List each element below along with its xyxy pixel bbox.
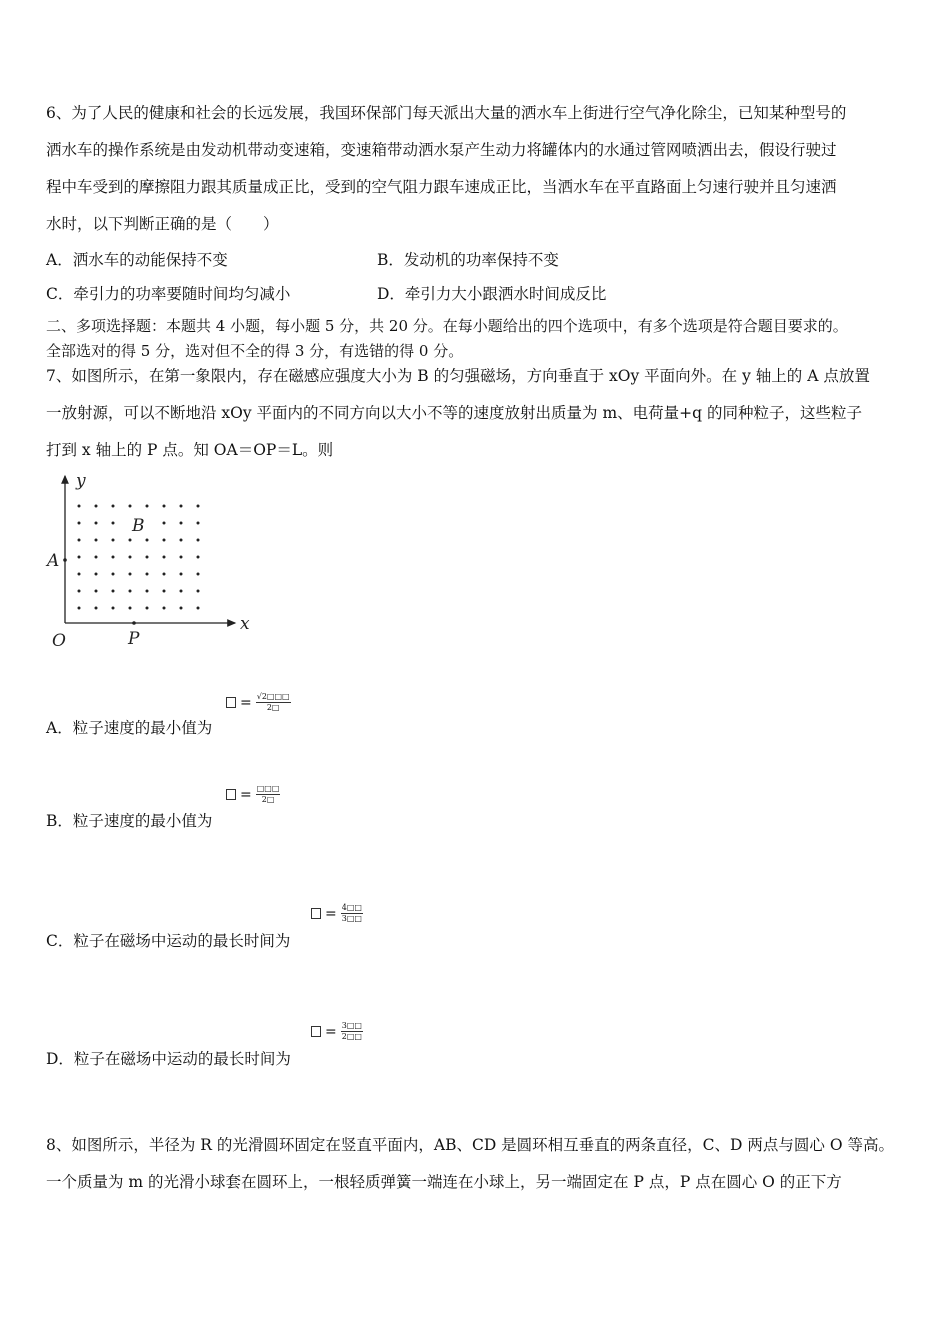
q6-option-d: D．牵引力大小跟洒水时间成反比	[377, 285, 607, 303]
equals-sign: =	[325, 1023, 337, 1040]
field-dot	[112, 505, 115, 508]
fraction-denominator: 2□	[261, 795, 275, 804]
field-dot	[146, 590, 149, 593]
symbol-box	[311, 908, 321, 919]
field-dot	[112, 573, 115, 576]
field-dot	[146, 505, 149, 508]
q7-option-b-formula	[226, 784, 280, 805]
fraction	[341, 903, 363, 924]
field-dot	[129, 556, 132, 559]
field-dot	[197, 573, 200, 576]
q6-line-4: 水时，以下判断正确的是（ ）	[46, 215, 279, 233]
symbol-box	[311, 1026, 321, 1037]
q6-line-1: 6、为了人民的健康和社会的长远发展，我国环保部门每天派出大量的洒水车上街进行空气净化除尘，已知某种型号的	[46, 104, 847, 122]
field-dot	[197, 607, 200, 610]
field-dot	[163, 573, 166, 576]
field-dot	[129, 505, 132, 508]
field-dot	[78, 556, 81, 559]
field-dot	[112, 522, 115, 525]
fraction-denominator: 2□□	[341, 1032, 362, 1041]
point-b-label: B	[132, 516, 145, 536]
q6-option-b: B．发动机的功率保持不变	[377, 251, 559, 269]
field-dot	[180, 607, 183, 610]
field-dot	[146, 573, 149, 576]
field-dot	[163, 556, 166, 559]
q7-line-1: 7、如图所示，在第一象限内，存在磁感应强度大小为 B 的匀强磁场，方向垂直于 xOy 平面向外。在 y 轴上的 A 点放置	[46, 367, 870, 385]
equals-sign: =	[240, 786, 252, 803]
field-dot	[197, 556, 200, 559]
field-dot	[78, 505, 81, 508]
field-dot	[78, 607, 81, 610]
equals-sign: =	[240, 694, 252, 711]
fraction-denominator: 3□□	[341, 914, 362, 923]
q7-line-2: 一放射源，可以不断地沿 xOy 平面内的不同方向以大小不等的速度放射出质量为 m、电荷量+q 的同种粒子，这些粒子	[46, 404, 863, 422]
q7-line-3: 打到 x 轴上的 P 点。知 OA＝OP＝L。则	[46, 441, 334, 459]
q7-option-a: A．粒子速度的最小值为	[46, 719, 213, 737]
fraction	[256, 784, 281, 805]
field-dot	[129, 539, 132, 542]
field-dot	[95, 539, 98, 542]
field-dot	[180, 573, 183, 576]
field-dot	[112, 556, 115, 559]
field-dot	[78, 573, 81, 576]
origin-label: O	[52, 631, 66, 651]
fraction-numerator: √2□□□	[256, 692, 290, 701]
fraction	[256, 692, 291, 713]
field-dot	[180, 522, 183, 525]
q8-line-2: 一个质量为 m 的光滑小球套在圆环上，一根轻质弹簧一端连在小球上，另一端固定在 P 点，P 点在圆心 O 的正下方	[46, 1173, 842, 1191]
field-dot	[95, 590, 98, 593]
point-a-label: A	[47, 551, 60, 571]
point-p-marker	[132, 621, 136, 625]
field-dot	[180, 556, 183, 559]
equals-sign: =	[325, 905, 337, 922]
field-dot	[78, 539, 81, 542]
field-dot	[163, 590, 166, 593]
field-dot	[163, 607, 166, 610]
q6-option-c: C．牵引力的功率要随时间均匀减小	[46, 285, 291, 303]
q6-line-3: 程中车受到的摩擦阻力跟其质量成正比，受到的空气阻力跟车速成正比，当洒水车在平直路面上匀速行驶并且匀速洒	[46, 178, 837, 196]
q7-option-c: C．粒子在磁场中运动的最长时间为	[46, 932, 291, 950]
field-dot	[197, 505, 200, 508]
section2-line-2: 全部选对的得 5 分，选对但不全的得 3 分，有选错的得 0 分。	[46, 342, 464, 360]
y-axis-label: y	[76, 471, 86, 491]
field-dot	[180, 505, 183, 508]
q7-option-d-formula	[311, 1021, 363, 1042]
fraction	[341, 1021, 363, 1042]
field-dot	[95, 573, 98, 576]
x-axis-label: x	[240, 614, 250, 634]
field-dot	[146, 539, 149, 542]
field-dot	[95, 556, 98, 559]
q7-option-b: B．粒子速度的最小值为	[46, 812, 213, 830]
field-dot	[95, 522, 98, 525]
magnetic-field-diagram	[40, 470, 270, 655]
q7-option-d: D．粒子在磁场中运动的最长时间为	[46, 1050, 291, 1068]
point-p-label: P	[128, 629, 140, 649]
field-dot	[112, 539, 115, 542]
field-dot	[129, 590, 132, 593]
fraction-numerator: 3□□	[341, 1021, 362, 1030]
field-dot	[78, 590, 81, 593]
point-a-marker	[63, 558, 67, 562]
q7-option-a-formula	[226, 692, 291, 713]
q7-option-c-formula	[311, 903, 363, 924]
q6-option-a: A．洒水车的动能保持不变	[46, 251, 228, 269]
field-dot	[129, 607, 132, 610]
fraction-numerator: □□□	[256, 784, 280, 793]
q8-line-1: 8、如图所示，半径为 R 的光滑圆环固定在竖直平面内，AB、CD 是圆环相互垂直的两条直径，C、D 两点与圆心 O 等高。	[46, 1136, 894, 1154]
fraction-numerator: 4□□	[341, 903, 362, 912]
field-dot	[180, 539, 183, 542]
field-dot	[180, 590, 183, 593]
field-dot	[163, 522, 166, 525]
field-dot	[129, 573, 132, 576]
symbol-box	[226, 789, 236, 800]
field-dot	[112, 607, 115, 610]
fraction-denominator: 2□	[266, 703, 280, 712]
field-dot	[95, 505, 98, 508]
field-dot	[163, 505, 166, 508]
field-dot	[112, 590, 115, 593]
field-dot	[95, 607, 98, 610]
q6-line-2: 洒水车的操作系统是由发动机带动变速箱，变速箱带动洒水泵产生动力将罐体内的水通过管网喷洒出去，假设行驶过	[46, 141, 837, 159]
field-dot	[197, 590, 200, 593]
field-dot	[146, 556, 149, 559]
field-dot	[197, 539, 200, 542]
symbol-box	[226, 697, 236, 708]
field-dot	[146, 607, 149, 610]
section2-line-1: 二、多项选择题：本题共 4 小题，每小题 5 分，共 20 分。在每小题给出的四个选项中，有多个选项是符合题目要求的。	[46, 317, 848, 335]
field-dot	[197, 522, 200, 525]
field-dot	[78, 522, 81, 525]
field-dot	[163, 539, 166, 542]
